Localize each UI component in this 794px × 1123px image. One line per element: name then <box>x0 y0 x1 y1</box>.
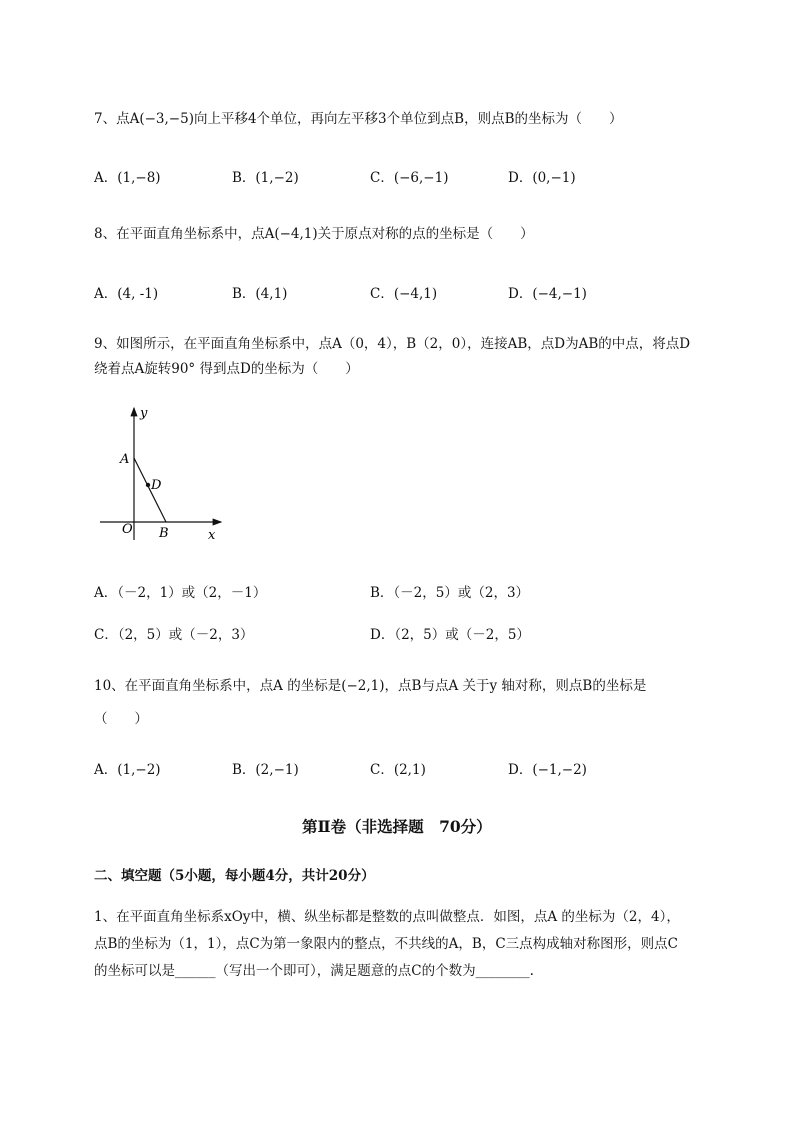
q10-option-b[interactable]: B．(2,−1) <box>232 762 299 778</box>
q9-option-d[interactable]: D．（2，5）或（－2，5） <box>370 627 530 643</box>
q8-option-a[interactable]: A．(4, -1) <box>94 286 159 302</box>
part2-title: 第Ⅱ卷（非选择题 70分） <box>302 817 492 836</box>
q9-coordinate-figure <box>95 400 230 550</box>
q9-option-b[interactable]: B．（－2，5）或（2，3） <box>370 585 530 601</box>
q8-option-c[interactable]: C．(−4,1) <box>370 286 438 302</box>
question-10-stem-line1: 10、在平面直角坐标系中，点A 的坐标是(−2,1)，点B与点A 关于y 轴对称，则点B的坐标是 <box>94 678 647 694</box>
origin-label: O <box>122 522 133 537</box>
question-10-stem-line2: （ ） <box>94 711 148 727</box>
point-d-dot <box>146 483 150 487</box>
q10-option-c[interactable]: C．(2,1) <box>370 762 426 778</box>
point-d-label: D <box>151 478 162 493</box>
question-9-stem-line1: 9、如图所示，在平面直角坐标系中，点A（0，4），B（2，0），连接AB，点D为AB的中点，将点D <box>94 336 691 352</box>
fill-q1-line2: 点B的坐标为（1，1），点C为第一象限内的整点，不共线的A，B，C三点构成轴对称图形，则点C <box>94 936 679 952</box>
fill-q1-line1: 1、在平面直角坐标系xOy中，横、纵坐标都是整数的点叫做整点．如图，点A 的坐标为（2，4）， <box>94 909 680 925</box>
q8-option-b[interactable]: B．(4,1) <box>232 286 288 302</box>
y-axis-label: y <box>140 406 148 421</box>
fill-q1-line3: 的坐标可以是______（写出一个即可），满足题意的点C的个数为________. <box>94 963 534 979</box>
q7-option-a[interactable]: A．(1,−8) <box>94 170 161 186</box>
q7-option-c[interactable]: C．(−6,−1) <box>370 170 449 186</box>
q7-option-b[interactable]: B．(1,−2) <box>232 170 299 186</box>
q9-option-c[interactable]: C．（2，5）或（－2，3） <box>94 627 254 643</box>
q9-option-a[interactable]: A．（－2，1）或（2，－1） <box>94 585 267 601</box>
fill-in-section-heading: 二、填空题（5小题，每小题4分，共计20分） <box>94 868 375 884</box>
q10-option-a[interactable]: A．(1,−2) <box>94 762 161 778</box>
point-b-label: B <box>159 526 169 541</box>
q10-option-d[interactable]: D．(−1,−2) <box>508 762 587 778</box>
question-8-stem: 8、在平面直角坐标系中，点A(−4,1)关于原点对称的点的坐标是（ ） <box>94 226 534 242</box>
q7-option-d[interactable]: D．(0,−1) <box>508 170 576 186</box>
x-axis-label: x <box>208 528 216 543</box>
question-9-stem-line2: 绕着点A旋转90° 得到点D的坐标为（ ） <box>94 361 359 377</box>
q8-option-d[interactable]: D．(−4,−1) <box>508 286 587 302</box>
question-7-stem: 7、点A(−3,−5)向上平移4个单位，再向左平移3个单位到点B，则点B的坐标为（ ） <box>94 111 623 127</box>
point-a-label: A <box>120 452 130 467</box>
